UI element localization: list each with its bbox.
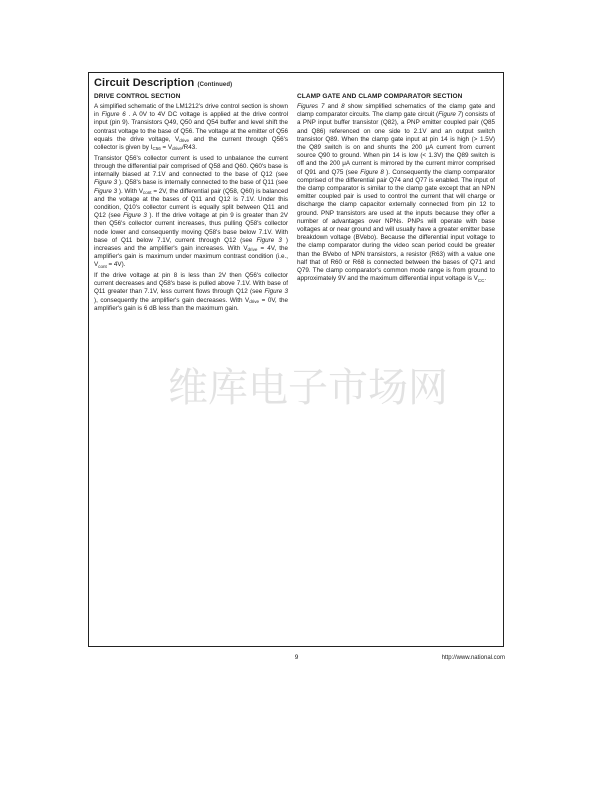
page-title	[94, 77, 498, 89]
footer-url: http://www.national.com	[441, 654, 505, 661]
section-heading-drive-control: DRIVE CONTROL SECTION	[94, 93, 181, 100]
page-number: 9	[294, 654, 299, 661]
watermark-text: 维库电子市场网	[168, 366, 448, 410]
paragraph: Transistor Q56's collector current is used to unbalance the current through the differential pair comprised of Q58 and Q60. Q60's base is internally biased at 7.1V and connected to the base of Q12 (see Figure 3 ). Q58's base is internally connected to the base of Q11 (see Figure 3 ). With $V_{cont} = 2V$, the differential pair (Q58, Q60) is balanced and the voltage at the bases of Q11 and Q12 is 7.1V. Under this condition, Q10's collector current is equally split between Q11 and Q12 (see Figure 3 ). If the drive voltage at pin 9 is greater than 2V then Q56's collector current increases, thus pulling Q58's collector node lower and consequently moving Q58's base below 7.1V. With base of Q11 below 7.1V, current through Q12 (see Figure 3 ) increases and the amplifier's gain increases. With $V_{drive} = 4V$, the amplifier's gain is maximum under maximum contrast condition (i.e., $V_{cont} = 4V$).	[94, 154, 288, 269]
left-column	[94, 93, 288, 316]
paragraph: A simplified schematic of the LM1212's drive control section is shown in Figure 6 . A 0V to 4V DC voltage is applied at the drive control input (pin 9). Transistors Q49, Q50 and Q54 buffer and level shift the contrast voltage to the base of Q56. The voltage at the emitter of Q56 equals the drive voltage, $V_{drive}$ and the current through Q56's collector is given by $I_{C56} = V_{drive}/R43$.	[94, 103, 288, 152]
right-column	[297, 93, 495, 286]
page-footer	[88, 654, 505, 664]
paragraph: If the drive voltage at pin 8 is less than 2V then Q56's collector current decreases and Q58's base is pulled above 7.1V. With base of Q11 greater than 7.1V, less current flows through Q12 (see Figure 3 ), consequently the amplifier's gain decreases. With $V_{drive} = 0V$, the amplifier's gain is 6 dB less than the maximum gain.	[94, 272, 288, 312]
paragraph: Figures 7 and 8 show simplified schematics of the clamp gate and clamp comparator circuits. The clamp gate circuit (Figure 7) consists of a PNP input buffer transistor (Q82), a PNP emitter coupled pair (Q85 and Q86) referenced on one side to 2.1V and an output switch transistor Q89. When the clamp gate input at pin 14 is high (> 1.5V) the Q89 switch is on and shunts the 200 μA current from current source Q90 to ground. When pin 14 is low (< 1.3V) the Q89 switch is off and the 200 μA current is mirrored by the current mirror comprised of Q91 and Q75 (see Figure 8 ). Consequently the clamp comparator comprised of the differential pair Q74 and Q77 is enabled. The input of the clamp comparator is similar to the clamp gate except that an NPN emitter coupled pair is used to control the current that will charge or discharge the clamp capacitor externally connected from pin 12 to ground. PNP transistors are used at the inputs because they offer a number of advantages over NPNs. PNPs will operate with base voltages at or near ground and will usually have a greater emitter base breakdown voltage (BVebo). Because the differential input voltage to the clamp comparator during the video scan period could be greater than the BVebo of NPN transistors, a resistor (R63) with a value one half that of R60 or R68 is connected between the bases of Q71 and Q79. The clamp comparator's common mode range is from ground to approximately 9V and the maximum differential input voltage is $V_{CC}$.	[297, 103, 496, 283]
page-border-frame	[88, 72, 504, 647]
page-title-continued: (Continued)	[197, 82, 233, 88]
two-column-body	[94, 93, 498, 316]
page-title-text: Circuit Description	[94, 77, 195, 89]
section-heading-clamp-gate: CLAMP GATE AND CLAMP COMPARATOR SECTION	[297, 93, 463, 100]
page-content	[89, 73, 503, 316]
